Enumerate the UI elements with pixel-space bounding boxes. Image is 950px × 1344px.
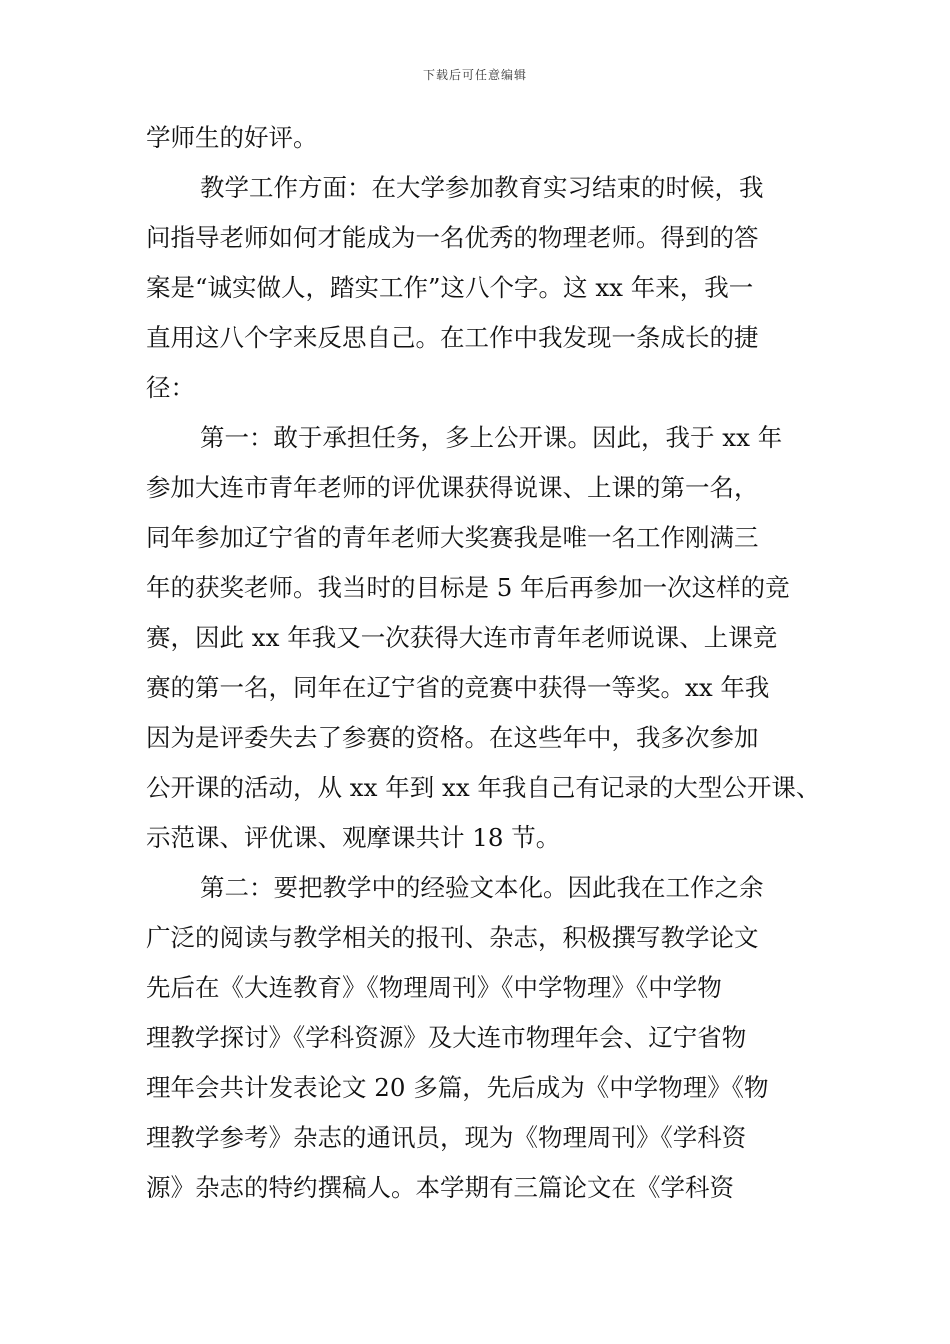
text-line: 第二：要把教学中的经验文本化。因此我在工作之余 (200, 873, 764, 902)
text-line: 赛的第一名，同年在辽宁省的竞赛中获得一等奖。xx 年我 (146, 673, 770, 702)
text-line: 先后在《大连教育》《物理周刊》《中学物理》《中学物 (146, 973, 722, 1002)
text-line: 学师生的好评。 (146, 123, 318, 152)
text-line: 年的获奖老师。我当时的目标是 5 年后再参加一次这样的竞 (146, 573, 790, 602)
text-line: 问指导老师如何才能成为一名优秀的物理老师。得到的答 (146, 223, 759, 252)
text-line: 理教学参考》杂志的通讯员，现为《物理周刊》《学科资 (146, 1123, 747, 1152)
text-line: 因为是评委失去了参赛的资格。在这些年中，我多次参加 (146, 723, 759, 752)
text-line: 源》杂志的特约撰稿人。本学期有三篇论文在《学科资 (146, 1173, 734, 1202)
text-line: 示范课、评优课、观摩课共计 18 节。 (146, 823, 561, 852)
text-line: 公开课的活动，从 xx 年到 xx 年我自己有记录的大型公开课、 (146, 773, 821, 802)
text-line: 理教学探讨》《学科资源》及大连市物理年会、辽宁省物 (146, 1023, 747, 1052)
text-line: 理年会共计发表论文 20 多篇，先后成为《中学物理》《物 (146, 1073, 769, 1102)
text-line: 直用这八个字来反思自己。在工作中我发现一条成长的捷 (146, 323, 759, 352)
text-line: 教学工作方面：在大学参加教育实习结束的时候，我 (200, 173, 764, 202)
text-line: 径： (146, 373, 195, 402)
text-line: 赛，因此 xx 年我又一次获得大连市青年老师说课、上课竞 (146, 623, 778, 652)
text-line: 同年参加辽宁省的青年老师大奖赛我是唯一名工作刚满三 (146, 523, 759, 552)
text-line: 第一：敢于承担任务，多上公开课。因此，我于 xx 年 (200, 423, 783, 452)
text-line: 广泛的阅读与教学相关的报刊、杂志，积极撰写教学论文 (146, 923, 759, 952)
text-line: 参加大连市青年老师的评优课获得说课、上课的第一名， (146, 473, 759, 502)
text-line: 案是“诚实做人，踏实工作”这八个字。这 xx 年来，我一 (146, 273, 754, 302)
page-header: 下载后可任意编辑 (422, 68, 527, 82)
